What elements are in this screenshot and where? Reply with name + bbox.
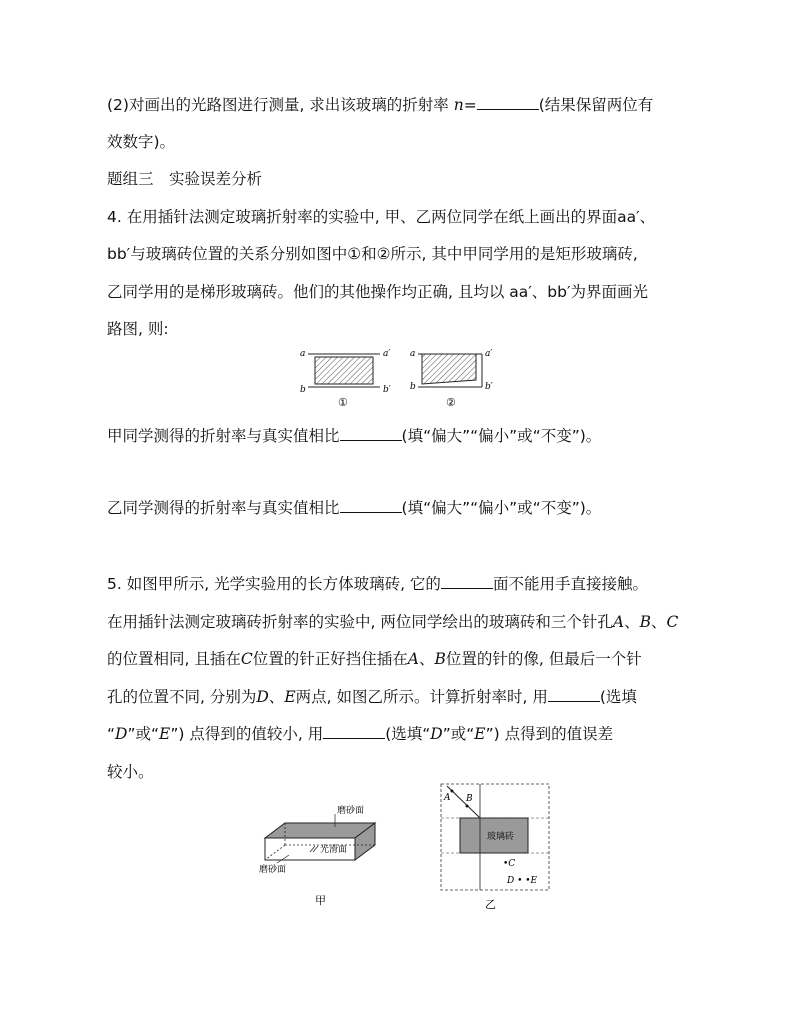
answer-blank-yi[interactable] (340, 498, 402, 513)
q-prev-note: (结果保留两位有 (538, 96, 654, 114)
q5-text-3a: 的位置相同, 且插在 (107, 650, 241, 668)
fig1-label-a2: a′ (383, 349, 391, 359)
var-B: B (639, 613, 651, 631)
figure-yi-pin-diagram (435, 778, 560, 913)
q5-line1 (107, 572, 648, 594)
quote-open: “ (107, 725, 116, 743)
figure-1-rect-glass (308, 354, 380, 387)
q4-yi-choices: (填“偏大”“偏小”或“不变”)。 (401, 499, 602, 517)
q4-figure (290, 342, 505, 412)
label-frosted-top: 磨砂面 (337, 806, 365, 816)
sep: 、 (418, 650, 435, 668)
var-E: E (474, 725, 486, 743)
answer-blank-smaller[interactable] (548, 687, 600, 702)
var-E: E (284, 688, 296, 706)
var-C: C (240, 650, 253, 668)
or-text: ”或“ (127, 725, 160, 743)
var-A: A (612, 613, 625, 631)
answer-blank-error[interactable] (323, 724, 385, 739)
q5-text-4a: 孔的位置不同, 分别为 (107, 688, 257, 706)
var-D: D (115, 725, 128, 743)
choice-open: (选填“ (385, 725, 431, 743)
fig1-caption: ① (338, 396, 348, 409)
sep: 、 (268, 688, 285, 706)
label-frosted-side: 磨砂面 (259, 865, 287, 875)
pin-C: •C (503, 859, 516, 869)
q4-line3: 乙同学用的是梯形玻璃砖。他们的其他操作均正确, 且均以 aa′、bb′为界面画光 (107, 283, 648, 301)
fig2-label-a: a (410, 349, 416, 359)
q5-line6: 较小。 (107, 763, 154, 781)
caption-yi: 乙 (485, 898, 496, 911)
sep: 、 (624, 613, 640, 631)
q4-line4: 路图, 则: (107, 320, 169, 338)
caption-jia: 甲 (315, 894, 326, 907)
q-prev-text: (2)对画出的光路图进行测量, 求出该玻璃的折射率 (107, 96, 454, 114)
q5-text-1a: 5. 如图甲所示, 光学实验用的长方体玻璃砖, 它的 (107, 575, 441, 593)
q5-text-5c: ”) 点得到的值较小, 用 (170, 725, 324, 743)
q5-text-4c: (选填 (599, 688, 637, 706)
var-C: C (666, 613, 679, 631)
var-B: B (434, 650, 446, 668)
q-prev-line1 (107, 93, 653, 115)
pin-B: B (466, 794, 473, 804)
section-title: 题组三 实验误差分析 (107, 170, 263, 188)
q4-yi-text: 乙同学测得的折射率与真实值相比 (107, 499, 340, 517)
q4-yi-line (107, 496, 601, 518)
sep: 、 (650, 613, 667, 631)
q4-jia-text: 甲同学测得的折射率与真实值相比 (107, 427, 340, 445)
var-E: E (159, 725, 171, 743)
q4-jia-choices: (填“偏大”“偏小”或“不变”)。 (401, 427, 602, 445)
or-text: ”或“ (442, 725, 475, 743)
answer-blank-jia[interactable] (340, 426, 402, 441)
q5-text-1b: 面不能用手直接接触。 (492, 575, 648, 593)
label-smooth: 光滑面 (320, 845, 348, 855)
fig1-label-a: a (300, 349, 306, 359)
pin-A: A (444, 793, 451, 803)
figure-2-trapezoid-glass (418, 354, 482, 387)
fig1-label-b2: b′ (383, 385, 391, 395)
var-n: n (453, 96, 464, 114)
label-glass: 玻璃砖 (487, 832, 515, 842)
fig2-label-a2: a′ (485, 349, 493, 359)
var-D: D (256, 688, 269, 706)
q5-line5 (107, 722, 613, 744)
var-D: D (430, 725, 443, 743)
q5-line3 (107, 647, 642, 669)
q5-text-2a: 在用插针法测定玻璃砖折射率的实验中, 两位同学绘出的玻璃砖和三个针孔 (107, 613, 613, 631)
q5-line4 (107, 685, 637, 707)
q5-text-4b: 两点, 如图乙所示。计算折射率时, 用 (295, 688, 548, 706)
q5-line2 (107, 610, 678, 632)
q4-jia-line (107, 424, 601, 446)
answer-blank-n[interactable] (477, 95, 539, 110)
figure-jia-glass-brick (255, 800, 395, 910)
fig2-caption: ② (446, 396, 456, 409)
fig2-label-b: b (410, 382, 416, 392)
q5-text-5e: ”) 点得到的值误差 (485, 725, 614, 743)
var-A: A (407, 650, 419, 668)
fig1-label-b: b (300, 385, 306, 395)
q4-line1: 4. 在用插针法测定玻璃折射率的实验中, 甲、乙两位同学在纸上画出的界面aa′、 (107, 208, 656, 226)
q5-text-3c: 位置的针的像, 但最后一个针 (445, 650, 642, 668)
answer-blank-face[interactable] (441, 574, 493, 589)
q5-text-3b: 位置的针正好挡住插在 (252, 650, 408, 668)
equals: = (463, 96, 477, 114)
q4-line2: bb′与玻璃砖位置的关系分别如图中①和②所示, 其中甲同学用的是矩形玻璃砖, (107, 245, 638, 263)
pins-D-E: D • •E (507, 876, 538, 886)
q-prev-line2: 效数字)。 (107, 133, 176, 151)
fig2-label-b2: b′ (485, 382, 493, 392)
